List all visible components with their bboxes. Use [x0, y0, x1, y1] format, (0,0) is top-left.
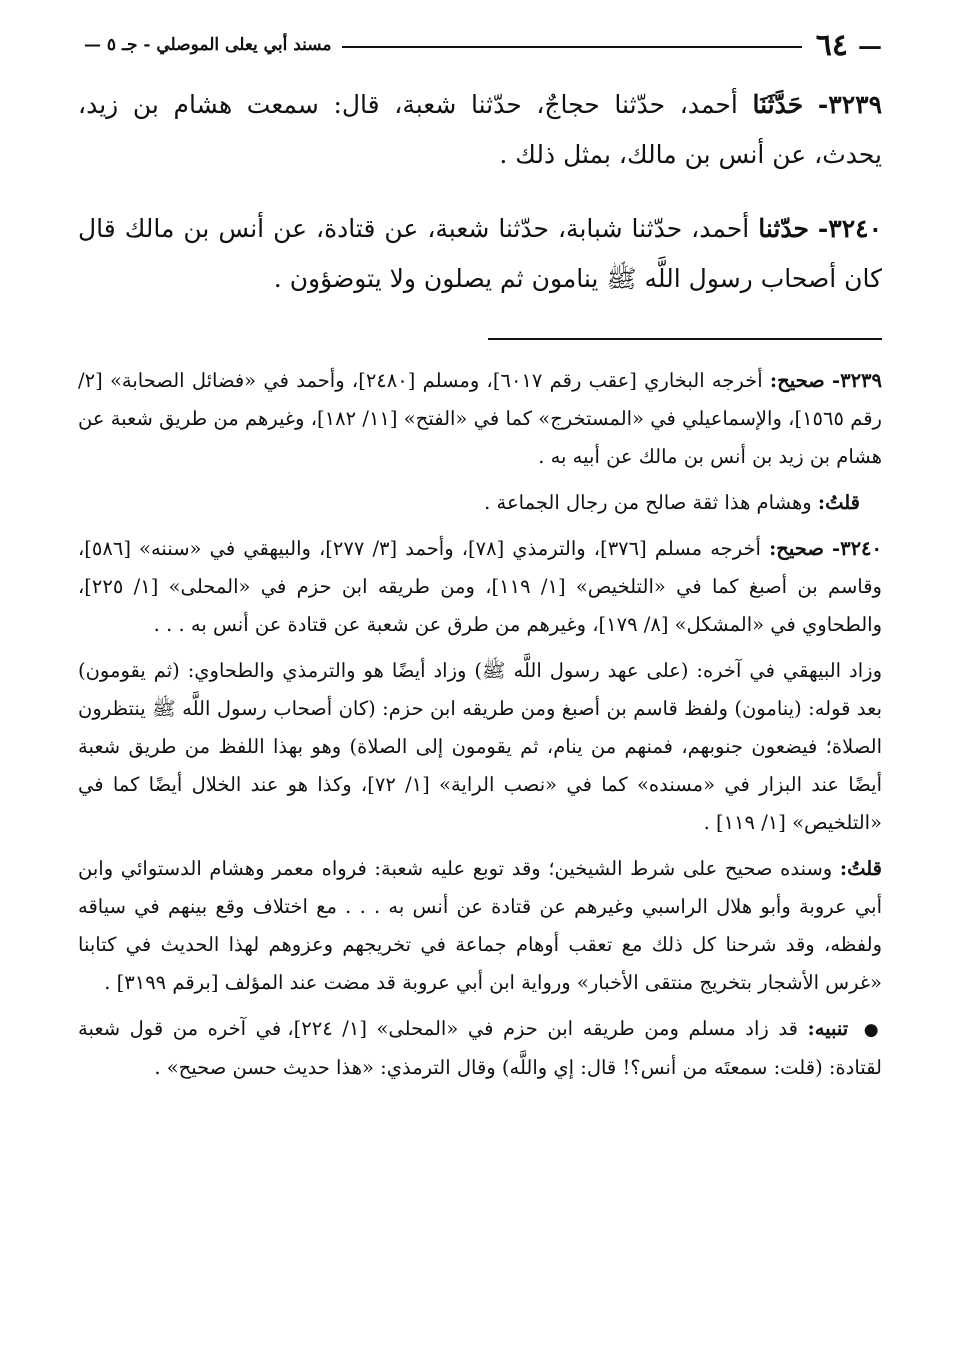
header-dash: —: [858, 30, 882, 60]
footnote-separator: [488, 338, 882, 340]
footnote-grade: صحيح:: [769, 537, 824, 560]
bullet-icon: ●: [863, 1020, 882, 1040]
qult-text: وسنده صحيح على شرط الشيخين؛ وقد توبع عليه شعبة: فرواه معمر وهشام الدستوائي وابن أبي عروبة وأبو هلال الراسبي وغيرهم عن قتادة عن أنس به . . . مع اختلاف وقع بينهم في سياقه ولفظه، وقد شرحنا كل ذلك مع تعقب أوهام جماعة في تخريجهم وعزوهم لهذا الحديث في كتابنا «غرس الأشجار بتخريج منتقى الأخبار» ورواية ابن أبي عروبة قد مضت عند المؤلف [برقم ٣١٩٩] .: [78, 857, 882, 994]
addition-text: وزاد البيهقي في آخره: (على عهد رسول اللَّه ﷺ) وزاد أيضًا هو والترمذي والطحاوي: (ثم يقومون) بعد قوله: (ينامون) ولفظ قاسم بن أصبغ ومن طريقه ابن حزم: (كان أصحاب رسول اللَّه ﷺ ينتظرون الصلاة؛ فيضعون جنوبهم، فمنهم من ينام، ثم يقومون إلى الصلاة) وهو بهذا اللفظ من طريق شعبة أيضًا عند البزار في «مسنده» كما في «نصب الراية» [١/ ٧٢]، وكذا هو عند الخلال أيضًا كما في «التلخيص» [١/ ١١٩] .: [78, 659, 882, 834]
qult-label: قلتُ:: [817, 491, 860, 514]
footnote-3240-qult: [78, 850, 882, 1002]
hadith-lead: حَدَّثَنَا: [752, 90, 804, 119]
hadith-3240: [78, 204, 882, 304]
footnote-text: أخرجه البخاري [عقب رقم ٦٠١٧]، ومسلم [٢٤٨٠]، وأحمد في «فضائل الصحابة» [٢/ رقم ١٥٦٥]، والإسماعيلي في «المستخرج» كما في «الفتح» [١١/ ١٨٢]، وغيرهم من طريق شعبة عن هشام بن زيد بن أنس بن مالك عن أبيه به .: [78, 369, 882, 468]
footnote-3240-addition: [78, 652, 882, 842]
header-rule: [342, 46, 802, 48]
qult-label: قلتُ:: [839, 857, 882, 880]
footnote-3239-qult: [78, 484, 882, 522]
running-header: [78, 24, 882, 66]
hadith-text: أحمد، حدّثنا شبابة، حدّثنا شعبة، عن قتادة، عن أنس بن مالك قال كان أصحاب رسول اللَّه ﷺ ينامون ثم يصلون ولا يتوضؤون .: [78, 214, 882, 293]
warning-text: قد زاد مسلم ومن طريقه ابن حزم في «المحلى» [١/ ٢٢٤]، في آخره من قول شعبة لقتادة: (قلت: سمعتَه من أنس؟! قال: إي واللَّه) وقال الترمذي: «هذا حديث حسن صحيح» .: [78, 1017, 882, 1079]
page-number: ٦٤: [815, 27, 848, 63]
hadith-number: ٣٢٤٠-: [817, 214, 882, 243]
hadith-lead: حدّثنا: [758, 214, 809, 243]
document-page: [78, 24, 882, 1095]
footnote-grade: صحيح:: [769, 369, 825, 392]
running-title: مسند أبي يعلى الموصلي - جـ ٥ —: [84, 35, 332, 55]
footnote-number: ٣٢٤٠-: [832, 537, 882, 560]
hadith-number: ٣٢٣٩-: [817, 90, 882, 119]
footnote-number: ٣٢٣٩-: [832, 369, 883, 392]
warning-label: تنبيه:: [807, 1017, 849, 1040]
footnote-text: أخرجه مسلم [٣٧٦]، والترمذي [٧٨]، وأحمد [٣/ ٢٧٧]، والبيهقي في «سننه» [٥٨٦]، وقاسم بن أصبغ كما في «التلخيص» [١/ ١١٩]، ومن طريقه ابن حزم في «المحلى» [١/ ٢٢٥]، والطحاوي في «المشكل» [٨/ ١٧٩]، وغيرهم من طرق عن شعبة عن قتادة عن أنس به . . .: [78, 537, 882, 636]
footnote-3240-warning: [78, 1010, 882, 1087]
footnote-3240: [78, 530, 882, 644]
qult-text: وهشام هذا ثقة صالح من رجال الجماعة .: [484, 491, 812, 514]
footnote-3239: [78, 362, 882, 476]
hadith-3239: [78, 80, 882, 180]
hadith-text: أحمد، حدّثنا حجاجٌ، حدّثنا شعبة، قال: سمعت هشام بن زيد، يحدث، عن أنس بن مالك، بمثل ذلك .: [78, 90, 882, 169]
